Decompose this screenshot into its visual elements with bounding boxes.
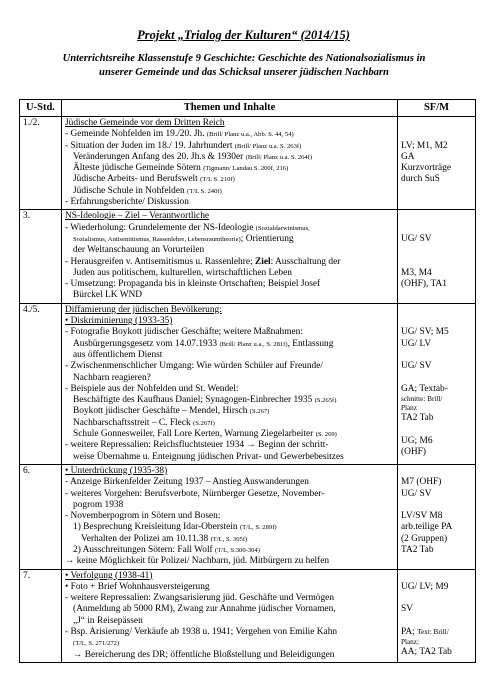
content-line: → Bereicherung des DR; öffentliche Bloßstellung und Beleidigungen (73, 649, 335, 660)
header-sfm: SF/M (398, 100, 476, 117)
content-line (65, 174, 394, 185)
sfm-text: schnitte: Brill/ (401, 395, 443, 404)
content-line: pogrom 1938 (73, 499, 124, 510)
content-line: - weitere Repressalien: Zwangsarisierung jüd. Geschäfte und Vermögen (65, 593, 335, 604)
content-text: : Ausschaltung der (270, 256, 341, 267)
source-ref: (Sozialdarwinismus, (255, 224, 310, 232)
content-text: Nachbarschaftsstreit – C. Fleck (73, 417, 194, 428)
content-text: Boykott jüdischer Geschäfte – Mendel, Hirsch (73, 406, 250, 417)
sfm-text: arb.teilige PA (401, 522, 453, 533)
content-line: - Zwischenmenschlicher Umgang: Wie würden Schüler auf Freunde/ (65, 361, 323, 372)
row-content (62, 303, 398, 464)
content-text: Ziel (254, 256, 271, 267)
sfm-text: UG; M6 (401, 435, 433, 446)
content-line: - weiteres Vorgehen: Berufsverbote, Nürnberger Gesetze, November- (65, 488, 325, 499)
sfm-text: UG/ LV (401, 338, 432, 349)
source-ref: (T/L, S. 271/272) (73, 640, 120, 648)
row-sfm (398, 569, 476, 662)
content-line (65, 129, 394, 140)
source-ref: (Brill/ Planz u.a. S. 263f) (234, 142, 302, 150)
sfm-text: SV (401, 604, 413, 615)
content-line (65, 163, 394, 174)
sfm-text: AA; TA2 Tab (401, 647, 452, 658)
content-text: - Situation der Juden im 18./ 19. Jahrhundert (65, 140, 235, 151)
sfm-text: GA (401, 151, 415, 162)
source-ref: (S.267) (249, 408, 270, 416)
sfm-text: (2 Gruppen) (401, 533, 448, 544)
sfm-text: UG/ SV; M5 (401, 327, 449, 338)
content-line: • Unterdrückung (1935-38) (65, 465, 168, 476)
row-number: 3. (20, 210, 62, 303)
content-line: → keine Möglichkeit für Polizei/ Nachbarn, jüd. Mitbürgern zu helfen (65, 556, 330, 567)
source-ref: (Tigmann/ Landau S. 200f, 216) (203, 165, 289, 173)
content-text: Veränderungen Anfang des 20. Jh.s & 1930er (73, 151, 246, 162)
content-line: • Foto + Brief Wohnhausversteigerung (65, 581, 210, 592)
content-line (65, 339, 394, 350)
row-sfm (398, 303, 476, 464)
sfm-text: (OHF) (401, 447, 426, 458)
content-line: - Bsp. Arisierung/ Verkäufe ab 1938 u. 1941; Vergehen von Emilie Kahn (65, 627, 338, 638)
row-content (62, 117, 398, 210)
sfm-text: Planz; (401, 638, 419, 647)
content-line (65, 545, 394, 556)
source-ref: (S.267f) (193, 419, 215, 427)
sfm-text: (OHF), TA1 (401, 279, 447, 290)
content-line (65, 638, 394, 649)
content-text: ; Orientierung (240, 233, 294, 244)
table-row (20, 117, 476, 210)
source-ref: (Brill/ Planz u.a., Abb. S. 44, 54) (206, 131, 294, 139)
sfm-text: LV; M1, M2 (401, 140, 448, 151)
content-line: der Weltanschauung an Vorurteilen (73, 245, 205, 256)
content-line: - Anzeige Birkenfelder Zeitung 1937 – Anstieg Auswanderungen (65, 477, 309, 488)
content-line (65, 152, 394, 163)
table-row (20, 569, 476, 662)
row-content (62, 569, 398, 662)
content-line: - Beispiele aus der Nohfelden und St. Wendel: (65, 383, 239, 394)
content-line: • Verfolgung (1938-41) (65, 570, 153, 581)
content-text: - Gemeinde Nohfelden im 19./20. Jh. (65, 129, 207, 140)
sfm-text: GA; Textab- (401, 383, 448, 394)
row-number: 6. (20, 464, 62, 569)
table-row (20, 464, 476, 569)
page-title: Projekt „Trialog der Kulturen“ (2014/15) (137, 28, 350, 42)
content-line (65, 522, 394, 533)
header-themen: Themen und Inhalte (62, 100, 398, 117)
sfm-text: UG/ SV (401, 233, 432, 244)
sfm-text: M7 (OHF) (401, 477, 442, 488)
content-text: Schule Gonnesweiler, Fall Lore Kerten, Warnung Ziegelarbeiter (73, 429, 316, 440)
content-line (65, 141, 394, 152)
content-text: , Entlassung (287, 338, 334, 349)
content-line: Nachbarn reagieren? (73, 372, 151, 383)
table-header-row (20, 100, 476, 117)
content-line: - Erfahrungsberichte/ Diskussion (65, 197, 189, 208)
row-sfm (398, 464, 476, 569)
row-content (62, 210, 398, 303)
row-heading: Jüdische Gemeinde vor dem Dritten Reich (65, 118, 225, 128)
sfm-text: TA2 Tab (401, 544, 434, 555)
content-line: (Anmeldung ab 5000 RM), Zwang zur Annahme jüdischer Vornamen, (73, 604, 336, 615)
subtitle-line-2: unserer Gemeinde und das Schicksal unserer jüdischen Nachbarn (99, 66, 389, 78)
content-text: 1) Besprechung Kreisleitung Idar-Oberstein (73, 522, 240, 533)
header-ustd: U-Std. (20, 100, 62, 117)
row-sfm (398, 210, 476, 303)
sfm-text (401, 384, 472, 395)
content-line: weise Übernahme u. Enteignung jüdischen Privat- und Gewerbebesitzes (73, 451, 344, 462)
content-line: aus öffentlichem Dienst (73, 349, 163, 360)
content-line: - weitere Repressalien: Reichsfluchtsteuer 1934 → Beginn der schritt- (65, 440, 329, 451)
source-ref: (T/L S. 240f) (187, 187, 222, 195)
content-line: - Umsetzung: Propaganda bis in kleinste Ortschaften; Beispiel Josef (65, 279, 321, 290)
sfm-text: UG/ SV (401, 361, 432, 372)
source-ref: (Brill/ Planz u.a. S. 264f) (245, 153, 313, 161)
content-text: 2) Ausschreitungen Sötern: Fall Wolf (73, 544, 216, 555)
row-sfm (398, 117, 476, 210)
content-line: - Novemberpogrom in Sötern und Bosen: (65, 511, 221, 522)
sfm-text: PA; (401, 627, 418, 638)
source-ref: (T/L, S. 289f) (239, 524, 277, 532)
content-line (65, 418, 394, 429)
sfm-text: TA2 Tab (401, 413, 434, 424)
source-ref: (S. 269) (315, 431, 337, 439)
source-ref: Sozialismus, Antisemitismus, Rassenlehre, Lebensraumtheorie) (73, 235, 241, 243)
sfm-text: Planz (401, 404, 417, 413)
content-text: - Wiederholung: Grundelemente der NS-Ideologie (65, 222, 256, 233)
lesson-plan-table (19, 99, 476, 663)
content-text: Beschäftigte des Kaufhaus Daniel; Synagogen-Einbrecher 1935 (73, 395, 315, 406)
source-ref: (T/L S. 210f) (200, 176, 235, 184)
content-text: Älteste jüdische Gemeinde Sötern (73, 163, 204, 174)
content-line (65, 234, 394, 245)
content-line (65, 534, 394, 545)
sfm-text: LV/SV M8 (401, 511, 443, 522)
row-heading: Diffamierung der jüdischen Bevölkerung: (65, 304, 222, 315)
content-text: Jüdische Arbeits- und Berufswelt (73, 174, 201, 185)
content-line (65, 223, 394, 234)
content-line (65, 429, 394, 440)
content-text: Jüdische Schule in Nohfelden (73, 185, 188, 196)
content-line: „J“ in Reisepässen (73, 615, 143, 626)
subtitle-line-1: Unterrichtsreihe Klassenstufe 9 Geschichte: Geschichte des Nationalsozialismus in (62, 53, 426, 64)
row-content (62, 464, 398, 569)
content-text: Verhalten der Polizei am 10.11.38 (81, 533, 211, 544)
source-ref: (S.265f) (314, 397, 337, 405)
sfm-text: durch SuS (401, 174, 440, 185)
row-number: 1./2. (20, 117, 62, 210)
content-text: Ausbürgerungsgesetz vom 14.07.1933 (73, 338, 220, 349)
content-line: • Diskriminierung (1933-35) (65, 316, 173, 327)
source-ref: (Brill/ Planz u.a., S. 281f) (219, 340, 288, 348)
source-ref: (T/L, S.300-304) (215, 546, 260, 554)
sfm-text: UG/ LV; M9 (401, 581, 449, 592)
content-line (65, 406, 394, 417)
content-line (65, 257, 394, 268)
source-ref: (T/L, S. 305f) (210, 535, 248, 543)
row-heading: NS-Ideologie – Ziel – Verantwortliche (65, 211, 210, 222)
content-text: - Herausgreifen v. Antisemitismus u. Rassenlehre; (65, 256, 255, 267)
row-number: 4./5. (20, 303, 62, 464)
table-row (20, 210, 476, 303)
sfm-text: UG/ SV (401, 488, 432, 499)
sfm-text: M3, M4 (401, 267, 432, 278)
content-line: Bürckel LK WND (73, 290, 143, 301)
table-row (20, 303, 476, 464)
page-subtitle (24, 52, 464, 79)
content-line (65, 186, 394, 197)
content-line: - Fotografie Boykott jüdischer Geschäfte; weitere Maßnahmen: (65, 327, 303, 338)
content-line: Juden aus politischem, kulturellen, wirtschaftlichen Leben (73, 267, 292, 278)
row-number: 7. (20, 569, 62, 662)
sfm-text: Text: Brill/ (417, 628, 449, 637)
content-line (65, 395, 394, 406)
sfm-text (401, 627, 472, 638)
sfm-text: Kurzvorträge (401, 163, 451, 174)
